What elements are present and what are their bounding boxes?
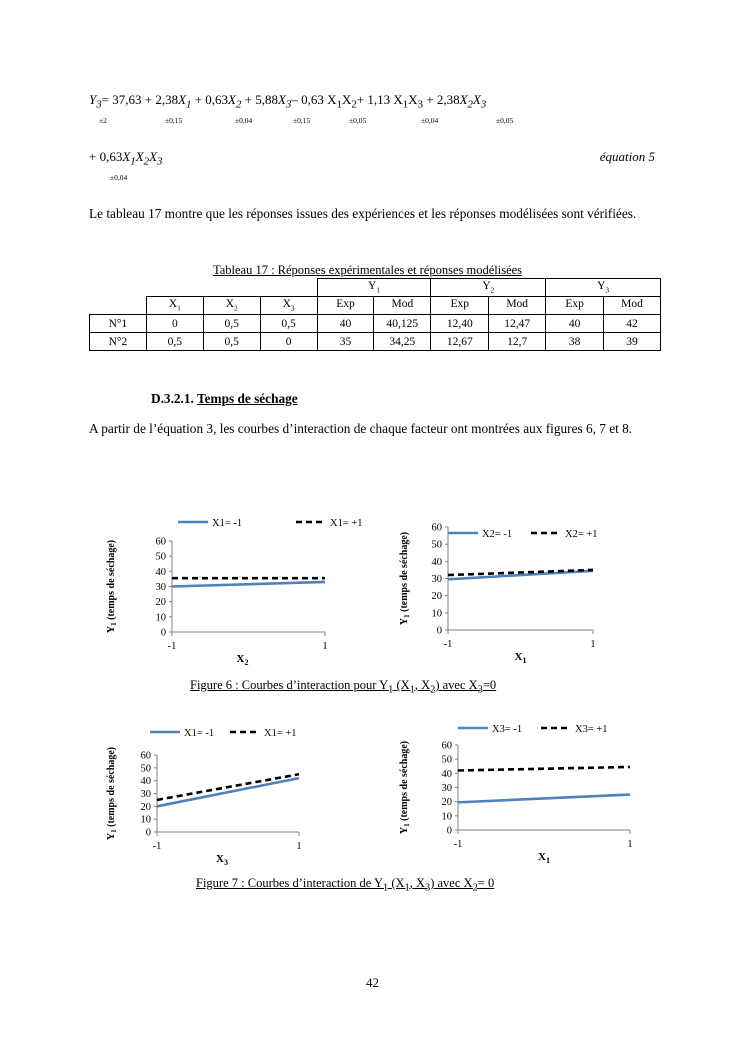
col-header: $X_2$ bbox=[203, 297, 260, 315]
col-header: Exp bbox=[431, 297, 489, 315]
y-tick-label: 0 bbox=[145, 827, 151, 839]
series-line-2 bbox=[157, 774, 299, 800]
y-tick-label: 10 bbox=[155, 612, 166, 624]
table-cell: 35 bbox=[317, 333, 374, 351]
y-tick-label: 40 bbox=[155, 566, 166, 578]
table-cell: 0,5 bbox=[146, 333, 203, 351]
x-axis-label: $X_1$ bbox=[538, 851, 550, 865]
y-axis-label: $Y_1$ (temps de séchage) bbox=[399, 531, 411, 626]
table-cell: 40 bbox=[317, 315, 374, 333]
error-value: ±0,15 bbox=[293, 116, 311, 125]
y-tick-label: 10 bbox=[140, 814, 151, 826]
table-cell: 40,125 bbox=[374, 315, 431, 333]
y-tick-label: 40 bbox=[140, 776, 151, 788]
table-header-row bbox=[90, 297, 661, 315]
y-tick-label: 0 bbox=[160, 627, 166, 639]
y-tick-label: 60 bbox=[140, 750, 151, 762]
y-tick-label: 20 bbox=[140, 801, 151, 813]
error-value: ±0,05 bbox=[349, 116, 367, 125]
table-row bbox=[90, 315, 661, 333]
y-tick-label: 60 bbox=[441, 740, 452, 752]
error-value: ±0,04 bbox=[110, 173, 128, 182]
legend-label: X3= +1 bbox=[575, 724, 608, 735]
group-header-y1: $Y_1$ bbox=[317, 279, 431, 297]
group-header-y2: $Y_2$ bbox=[431, 279, 546, 297]
table-cell: 12,47 bbox=[489, 315, 546, 333]
y-tick-label: 20 bbox=[155, 597, 166, 609]
equation-label: équation 5 bbox=[599, 149, 655, 164]
group-header-y3: $Y_3$ bbox=[546, 279, 661, 297]
y-tick-label: 40 bbox=[441, 768, 452, 780]
table-cell: 0,5 bbox=[203, 315, 260, 333]
x-tick-label: 1 bbox=[627, 839, 633, 850]
y-axis-label: $Y_1$ (temps de séchage) bbox=[399, 740, 411, 835]
col-header: $X_3$ bbox=[260, 297, 317, 315]
x-tick-label: -1 bbox=[167, 641, 177, 652]
table-cell: 12,40 bbox=[431, 315, 489, 333]
x-tick-label: 1 bbox=[296, 841, 302, 852]
y-tick-label: 30 bbox=[431, 574, 442, 585]
col-header: Mod bbox=[489, 297, 546, 315]
chart-fig7-x3 bbox=[100, 722, 320, 867]
col-header: $X_1$ bbox=[146, 297, 203, 315]
row-label: N°2 bbox=[90, 333, 147, 351]
table-group-header-row bbox=[90, 279, 661, 297]
y-axis-label: $Y_1$ (temps de séchage) bbox=[106, 746, 118, 841]
x-tick-label: -1 bbox=[453, 839, 463, 850]
x-tick-label: -1 bbox=[152, 841, 162, 852]
y-tick-label: 10 bbox=[431, 608, 442, 620]
legend-label: X1= +1 bbox=[264, 728, 297, 739]
chart-fig6-x2 bbox=[100, 513, 363, 673]
series-line-1 bbox=[157, 778, 299, 806]
y-tick-label: 20 bbox=[431, 591, 442, 603]
table-cell: 0 bbox=[146, 315, 203, 333]
table-title: Tableau 17 : Réponses expérimentales et réponses modélisées bbox=[212, 263, 523, 277]
table-cell: 40 bbox=[546, 315, 604, 333]
results-table bbox=[89, 278, 661, 351]
section-heading bbox=[151, 391, 298, 407]
chart-fig6-x1 bbox=[393, 515, 623, 665]
error-value: ±0,15 bbox=[165, 116, 183, 125]
figure-7-caption: Figure 7 : Courbes d’interaction de $Y_1$ ($X_1$, $X_3$) avec $X_2= 0$ bbox=[196, 876, 495, 894]
table-cell: 0,5 bbox=[203, 333, 260, 351]
error-value: ±0,04 bbox=[235, 116, 253, 125]
error-value: ±0,04 bbox=[421, 116, 439, 125]
x-axis-label: $X_1$ bbox=[514, 651, 527, 665]
y-tick-label: 30 bbox=[155, 582, 166, 593]
x-axis-label: $X_2$ bbox=[236, 653, 249, 667]
table-cell: 12,7 bbox=[489, 333, 546, 351]
paragraph-figures-intro: A partir de l’équation 3, les courbes d’interaction de chaque facteur ont montrées aux figures 6, 7 et 8. bbox=[89, 421, 633, 436]
error-value: ±2 bbox=[99, 116, 107, 125]
table-cell: 38 bbox=[546, 333, 604, 351]
y-tick-label: 50 bbox=[140, 763, 151, 775]
section-number: D.3.2.1. bbox=[151, 391, 194, 406]
page-number: 42 bbox=[366, 975, 379, 990]
table-cell: 12,67 bbox=[431, 333, 489, 351]
table-cell: 42 bbox=[604, 315, 661, 333]
y-tick-label: 30 bbox=[140, 789, 151, 800]
y-tick-label: 60 bbox=[431, 522, 442, 534]
legend-label: X3= -1 bbox=[492, 724, 523, 735]
y-tick-label: 30 bbox=[441, 783, 452, 794]
y-tick-label: 10 bbox=[441, 811, 452, 823]
legend-label: X1= -1 bbox=[184, 728, 215, 739]
legend-label: X1= -1 bbox=[212, 518, 243, 529]
col-header: Mod bbox=[604, 297, 661, 315]
equation-line-2: + $0,63X_1X_2X_3$ bbox=[89, 149, 163, 168]
table-cell: 0 bbox=[260, 333, 317, 351]
row-label: N°1 bbox=[90, 315, 147, 333]
legend-label: X2= +1 bbox=[565, 529, 598, 540]
y-tick-label: 0 bbox=[436, 625, 442, 637]
equation-line-1: $Y_3= 37,63 + 2,38X_1 + 0,63X_2 + 5,88X_3-$ 0,63 $X_1X_2+ 1,13$ $X_1X_3 + 2,38X_2X_3$ bbox=[89, 92, 487, 111]
figure-6-caption: Figure 6 : Courbes d’interaction pour $Y_1$ ($X_1$, $X_2$) avec $X_3=0$ bbox=[190, 678, 497, 696]
col-header: Exp bbox=[317, 297, 374, 315]
table-cell: 34,25 bbox=[374, 333, 431, 351]
legend-label: X1= +1 bbox=[330, 518, 363, 529]
x-tick-label: 1 bbox=[322, 641, 328, 652]
y-tick-label: 0 bbox=[446, 825, 452, 837]
x-tick-label: 1 bbox=[590, 639, 596, 650]
chart-fig7-x1 bbox=[393, 718, 653, 866]
y-axis-label: $Y_1$ (temps de séchage) bbox=[106, 539, 118, 634]
table-cell: 39 bbox=[604, 333, 661, 351]
series-line-1 bbox=[458, 795, 630, 803]
y-tick-label: 20 bbox=[441, 797, 452, 809]
col-header: Exp bbox=[546, 297, 604, 315]
y-tick-label: 50 bbox=[155, 551, 166, 563]
legend-label: X2= -1 bbox=[482, 529, 513, 540]
y-tick-label: 60 bbox=[155, 536, 166, 548]
series-line-2 bbox=[458, 767, 630, 771]
y-tick-label: 40 bbox=[431, 556, 442, 568]
error-value: ±0,05 bbox=[496, 116, 514, 125]
y-tick-label: 50 bbox=[441, 754, 452, 766]
paragraph-table-intro: Le tableau 17 montre que les réponses issues des expériences et les réponses modélisées sont vérifiées. bbox=[89, 206, 637, 221]
table-cell: 0,5 bbox=[260, 315, 317, 333]
y-tick-label: 50 bbox=[431, 539, 442, 551]
col-header: Mod bbox=[374, 297, 431, 315]
series-line-1 bbox=[172, 582, 325, 587]
x-tick-label: -1 bbox=[443, 639, 453, 650]
x-axis-label: $X_3$ bbox=[216, 853, 228, 867]
section-title: Temps de séchage bbox=[196, 391, 298, 406]
table-row bbox=[90, 333, 661, 351]
